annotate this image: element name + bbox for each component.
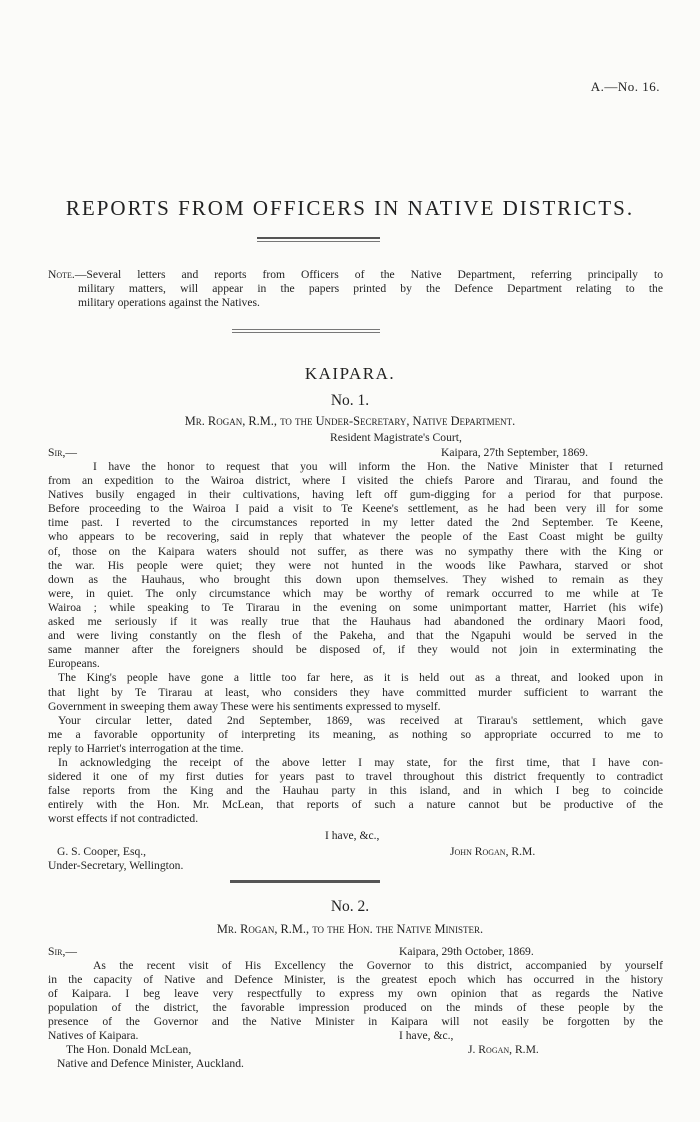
page-title: REPORTS FROM OFFICERS IN NATIVE DISTRICTS. [65, 196, 635, 220]
title-divider [257, 237, 380, 239]
note-paragraph [48, 268, 663, 310]
letter-2-heading: Mr. Rogan, R.M., to the Hon. the Native Minister. [216, 922, 484, 936]
letter-1-body-line: time past. I reverted to the circumstances reported in my letter dated the 2nd September. Te Keene, [48, 516, 663, 530]
section-heading: KAIPARA. [304, 364, 396, 383]
letter-1-body [48, 460, 663, 826]
letter-1-body-line: me a favorable opportunity of interpreting its meaning, as nothing so appropriate occurred to me to [48, 727, 663, 741]
letter-1-salutation: Sir,— [48, 446, 77, 459]
letter-divider [230, 880, 380, 883]
note-line-1: —Several letters and reports from Officers of the Native Department, referring principally to [74, 268, 663, 281]
letter-2-address: Kaipara, 29th October, 1869. [399, 945, 534, 958]
letter-2-body-line: As the recent visit of His Excellency the Governor to this district, accompanied by yourself [93, 959, 663, 972]
letter-2-body [48, 959, 663, 1029]
letter-1-body-line: In acknowledging the receipt of the above letter I may state, for the first time, that I have con- [58, 755, 663, 769]
letter-2-addressee-2: Native and Defence Minister, Auckland. [57, 1057, 244, 1070]
letter-1-body-line: from an expedition to the Wairoa district, where I visited the chiefs Parore and Tirarau, and found the [48, 474, 663, 488]
letter-1-addressee-2: Under-Secretary, Wellington. [48, 859, 184, 872]
letter-2-body-line: of Kaipara. I beg leave very respectfully to express my own opinion that as regards the Native [48, 987, 663, 1001]
letter-1-body-line: sidered it one of my first duties for years past to travel throughout this district frequently to contradict [48, 770, 663, 784]
letter-1-body-line: Natives busily engaged in their cultivations, having left off gum-digging for a period for that purpose. [48, 488, 663, 502]
letter-1-body-line: asked me seriously if it was really true that the Hauhaus had abandoned the ordinary Maori food, [48, 615, 663, 629]
letter-2-body-line: presence of the Governor and the Native Minister in Kaipara will not easily be forgotten by the [48, 1015, 663, 1029]
letter-1-body-line: same manner after the foreigners should be disposed of, if they would not join in exterminating the [48, 643, 663, 657]
letter-2-signature: J. Rogan, R.M. [468, 1043, 539, 1056]
letter-1-number: No. 1. [330, 392, 370, 409]
letter-1-address-1: Resident Magistrate's Court, [330, 431, 462, 444]
letter-1-heading: Mr. Rogan, R.M., to the Under-Secretary, Native Department. [184, 414, 516, 428]
note-line-3: military operations against the Natives. [78, 296, 260, 309]
letter-1-body-line: reply to Harriet's interrogation at the time. [48, 741, 244, 755]
letter-1-body-line: worst effects if not contradicted. [48, 812, 199, 826]
letter-1-body-line: were, in quiet. The only circumstance which may be worthy of remark occurred to me while at Te [48, 586, 663, 600]
letter-2-number: No. 2. [330, 898, 370, 915]
letter-1-body-line: Europeans. [48, 657, 100, 671]
letter-2-last-line: Natives of Kaipara. [48, 1029, 139, 1042]
letter-2-addressee-1: The Hon. Donald McLean, [66, 1043, 192, 1056]
letter-1-addressee-1: G. S. Cooper, Esq., [57, 845, 147, 858]
letter-1-body-line: false reports from the King and the Hauhau party in this island, and in which I beg to coincide [48, 784, 663, 798]
letter-1-body-line: Wairoa ; while speaking to Te Tirarau in the evening on some unimportant matter, Harriet (his wife) [48, 600, 663, 614]
note-line-2: military matters, will appear in the papers printed by the Defence Department relating to the [78, 282, 663, 295]
note-label: Note. [48, 268, 75, 281]
letter-1-body-line: the war. His people were quiet; they were not hunted in the woods like Pawhara, starved or shot [48, 558, 663, 572]
letter-1-body-line: Before proceeding to the Wairoa I paid a visit to Te Keene's settlement, as he had been very ill for some [48, 502, 663, 516]
letter-1-body-line: of, those on the Kaipara waters should not suffer, as there was no sympathy there with the King or [48, 544, 663, 558]
letter-1-body-line: The King's people have gone a little too far here, as it is held out as a threat, and looked upon in [58, 671, 663, 685]
letter-1-body-line: and were living constantly on the flesh of the Pakeha, and that the Ngapuhi would be served in the [48, 629, 663, 643]
note-divider [232, 329, 380, 330]
letter-1-body-line: Government in sweeping them away These were his sentiments expressed to myself. [48, 699, 441, 713]
letter-1-body-line: entirely with the Hon. Mr. McLean, that reports of such a nature cannot but be productive of the [48, 798, 663, 812]
letter-1-body-line: that light by Te Tirarau at least, who considers they have committed murder sufficient to warrant the [48, 685, 663, 699]
letter-1-address-2: Kaipara, 27th September, 1869. [441, 446, 588, 459]
note-divider-2 [232, 332, 380, 333]
letter-1-body-line: Your circular letter, dated 2nd September, 1869, was received at Tirarau's settlement, which gave [58, 713, 663, 727]
letter-2-closing: I have, &c., [399, 1029, 454, 1042]
letter-1-body-line: who appears to be recovering, said in reply that whatever the people of the East Coast might be guilty [48, 530, 663, 544]
title-divider-thin [257, 241, 380, 242]
letter-2-body-line: population of the district, the favorable impression produced on the minds of these people by the [48, 1001, 663, 1015]
letter-2-salutation: Sir,— [48, 945, 77, 958]
letter-2-body-line: in the capacity of Native and Defence Minister, is the greatest epoch which has occurred in the history [48, 973, 663, 987]
letter-1-body-line: down as the Hauhaus, who brought this down upon themselves. They wished to remain as they [48, 572, 663, 586]
page-number: A.—No. 16. [590, 79, 660, 94]
letter-1-closing: I have, &c., [325, 829, 380, 842]
letter-1-signature: John Rogan, R.M. [450, 845, 536, 858]
letter-1-body-line: I have the honor to request that you will inform the Hon. the Native Minister that I returned [93, 460, 663, 473]
